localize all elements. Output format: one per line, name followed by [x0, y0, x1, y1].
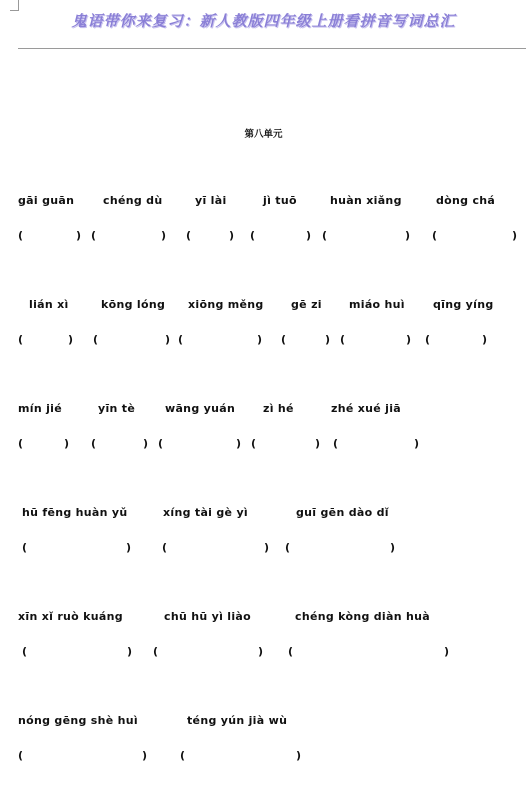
- pinyin-item: xíng tài gè yì: [163, 506, 248, 519]
- pinyin-item: gē zi: [291, 298, 322, 311]
- answer-row-2: [0, 333, 527, 349]
- paren-open: (: [333, 437, 339, 450]
- paren-close: ): [126, 541, 132, 554]
- paren-close: ): [512, 229, 518, 242]
- paren-open: (: [285, 541, 291, 554]
- paren-close: ): [165, 333, 171, 346]
- paren-close: ): [76, 229, 82, 242]
- pinyin-item: jì tuō: [263, 194, 297, 207]
- paren-close: ): [127, 645, 133, 658]
- paren-close: ): [257, 333, 263, 346]
- pinyin-item: hū fēng huàn yǔ: [22, 506, 128, 519]
- paren-close: ): [68, 333, 74, 346]
- pinyin-item: zì hé: [263, 402, 294, 415]
- paren-open: (: [425, 333, 431, 346]
- paren-close: ): [229, 229, 235, 242]
- unit-title: 第八单元: [244, 129, 283, 140]
- pinyin-item: chéng kòng diàn huà: [295, 610, 430, 623]
- pinyin-item: xiōng měng: [188, 298, 264, 311]
- header-divider: [18, 48, 526, 49]
- paren-close: ): [444, 645, 450, 658]
- pinyin-item: qīng yíng: [433, 298, 494, 311]
- paren-open: (: [178, 333, 184, 346]
- pinyin-item: chéng dù: [103, 194, 163, 207]
- paren-open: (: [22, 645, 28, 658]
- pinyin-item: huàn xiǎng: [330, 194, 402, 207]
- paren-close: ): [296, 749, 302, 762]
- paren-close: ): [390, 541, 396, 554]
- document-header: 鬼语带你来复习：新人教版四年级上册看拼音写词总汇: [71, 12, 456, 30]
- pinyin-item: chū hū yì liào: [164, 610, 251, 623]
- paren-open: (: [18, 437, 24, 450]
- pinyin-row-2: [0, 298, 527, 314]
- pinyin-row-4: [0, 506, 527, 522]
- paren-open: (: [18, 229, 24, 242]
- paren-close: ): [482, 333, 488, 346]
- pinyin-row-1: [0, 194, 527, 210]
- answer-row-6: [0, 749, 527, 765]
- pinyin-row-6: [0, 714, 527, 730]
- answer-row-3: [0, 437, 527, 453]
- paren-close: ): [143, 437, 149, 450]
- answer-row-5: [0, 645, 527, 661]
- pinyin-item: dòng chá: [436, 194, 496, 207]
- pinyin-item: téng yún jià wù: [187, 714, 288, 727]
- answer-row-1: [0, 229, 527, 245]
- paren-close: ): [264, 541, 270, 554]
- pinyin-item: xīn xǐ ruò kuáng: [18, 610, 123, 623]
- pinyin-item: yīn tè: [98, 402, 136, 415]
- paren-close: ): [258, 645, 264, 658]
- paren-open: (: [18, 749, 24, 762]
- paren-open: (: [288, 645, 294, 658]
- answer-row-4: [0, 541, 527, 557]
- paren-close: ): [236, 437, 242, 450]
- pinyin-row-3: [0, 402, 527, 418]
- paren-open: (: [281, 333, 287, 346]
- pinyin-item: zhé xué jiā: [331, 402, 402, 415]
- paren-open: (: [250, 229, 256, 242]
- paren-close: ): [315, 437, 321, 450]
- paren-close: ): [414, 437, 420, 450]
- paren-close: ): [161, 229, 167, 242]
- paren-open: (: [186, 229, 192, 242]
- paren-open: (: [251, 437, 257, 450]
- pinyin-item: wāng yuán: [165, 402, 236, 415]
- paren-open: (: [432, 229, 438, 242]
- paren-close: ): [64, 437, 70, 450]
- paren-open: (: [158, 437, 164, 450]
- paren-open: (: [18, 333, 24, 346]
- pinyin-item: guī gēn dào dǐ: [296, 506, 389, 519]
- pinyin-row-5: [0, 610, 527, 626]
- paren-open: (: [180, 749, 186, 762]
- pinyin-item: nóng gēng shè huì: [18, 714, 138, 727]
- paren-close: ): [405, 229, 411, 242]
- paren-open: (: [162, 541, 168, 554]
- paren-close: ): [325, 333, 331, 346]
- paren-open: (: [322, 229, 328, 242]
- pinyin-item: lián xì: [29, 298, 69, 311]
- pinyin-item: miáo huì: [349, 298, 405, 311]
- paren-open: (: [153, 645, 159, 658]
- pinyin-item: gāi guān: [18, 194, 75, 207]
- paren-open: (: [93, 333, 99, 346]
- paren-open: (: [91, 437, 97, 450]
- paren-close: ): [142, 749, 148, 762]
- paren-close: ): [306, 229, 312, 242]
- paren-open: (: [91, 229, 97, 242]
- paren-close: ): [406, 333, 412, 346]
- pinyin-item: kōng lóng: [101, 298, 166, 311]
- pinyin-item: yī lài: [195, 194, 227, 207]
- paren-open: (: [340, 333, 346, 346]
- pinyin-item: mín jié: [18, 402, 62, 415]
- paren-open: (: [22, 541, 28, 554]
